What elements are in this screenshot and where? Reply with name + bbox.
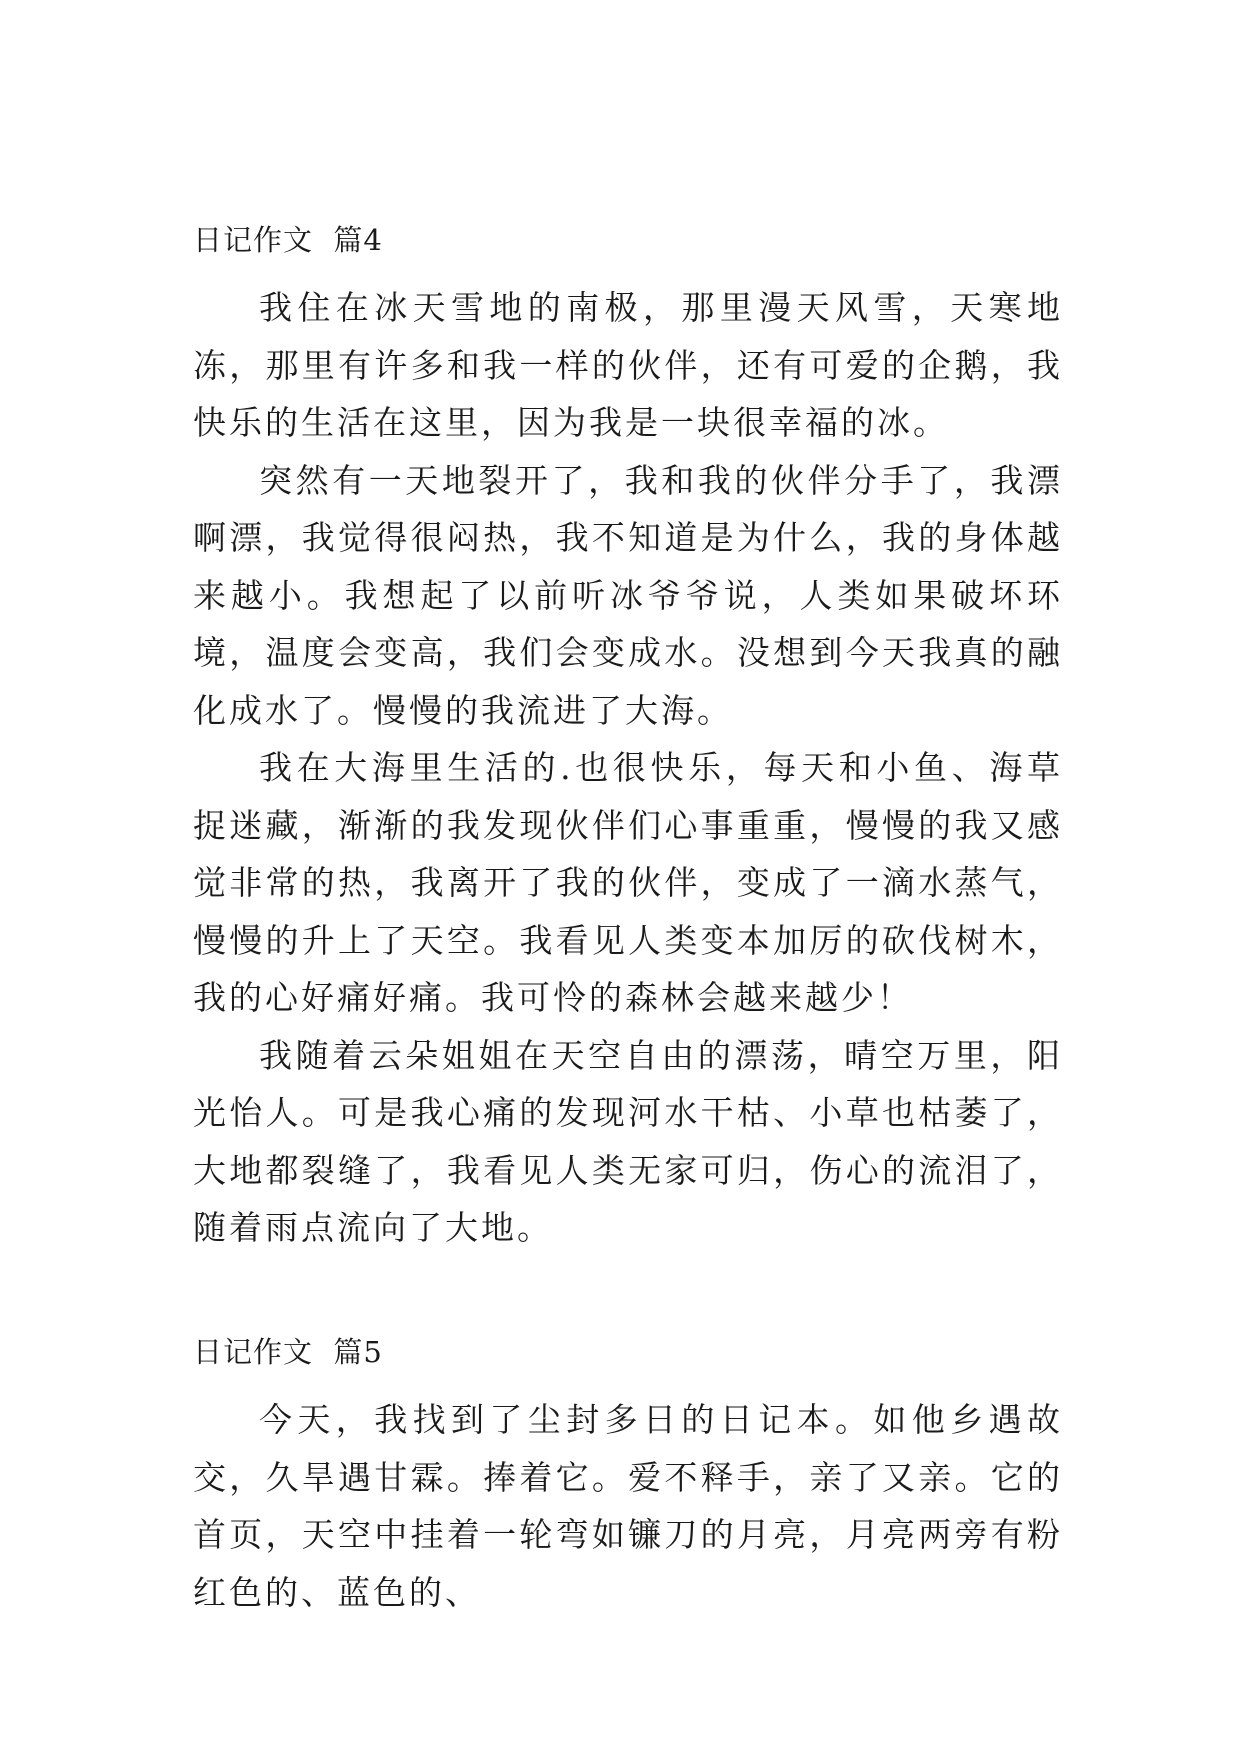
section-body <box>193 1391 1063 1621</box>
paragraph: 我住在冰天雪地的南极，那里漫天风雪，天寒地冻，那里有许多和我一样的伙伴，还有可爱的企鹅，我快乐的生活在这里，因为我是一块很幸福的冰。 <box>193 288 1063 442</box>
paragraph: 突然有一天地裂开了，我和我的伙伴分手了，我漂啊漂，我觉得很闷热，我不知道是为什么，我的身体越来越小。我想起了以前听冰爷爷说，人类如果破坏环境，温度会变高，我们会变成水。没想到今天我真的融化成水了。慢慢的我流进了大海。 <box>193 460 1063 730</box>
paragraph: 我在大海里生活的.也很快乐，每天和小鱼、海草捉迷藏，渐渐的我发现伙伴们心事重重，慢慢的我又感觉非常的热，我离开了我的伙伴，变成了一滴水蒸气，慢慢的升上了天空。我看见人类变本加厉的砍伐树木，我的心好痛好痛。我可怜的森林会越来越少！ <box>193 748 1063 1017</box>
essay-section-5 <box>193 1332 1063 1621</box>
paragraph: 我随着云朵姐姐在天空自由的漂荡，晴空万里，阳光怡人。可是我心痛的发现河水干枯、小草也枯萎了，大地都裂缝了，我看见人类无家可归，伤心的流泪了，随着雨点流向了大地。 <box>193 1035 1063 1247</box>
essay-section-4 <box>193 220 1063 1257</box>
section-heading: 日记作文 篇5 <box>193 1335 383 1369</box>
section-heading: 日记作文 篇4 <box>193 223 383 257</box>
paragraph: 今天，我找到了尘封多日的日记本。如他乡遇故交，久旱遇甘霖。捧着它。爱不释手，亲了又亲。它的首页，天空中挂着一轮弯如镰刀的月亮，月亮两旁有粉红色的、蓝色的、 <box>193 1400 1063 1612</box>
section-body <box>193 279 1063 1257</box>
